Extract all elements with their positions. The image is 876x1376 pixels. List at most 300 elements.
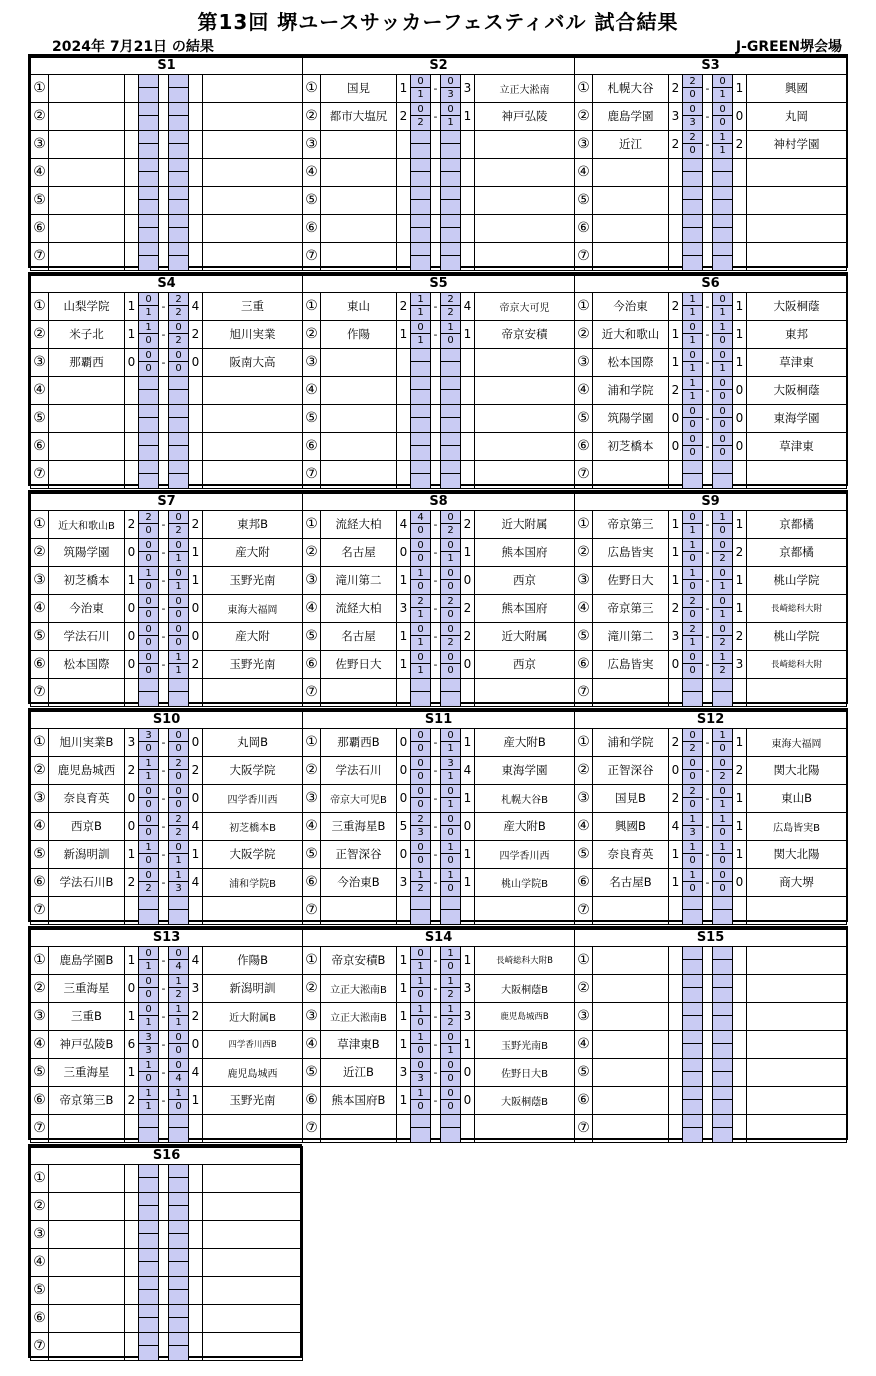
home-score: 3 (125, 728, 139, 756)
first-half-score (139, 461, 158, 475)
second-half-score (683, 1016, 702, 1030)
match-number: ③ (575, 348, 593, 376)
away-score: 2 (189, 756, 203, 784)
home-team (49, 376, 125, 404)
away-half-scores (441, 404, 461, 432)
home-team: 今治東 (49, 594, 125, 622)
score-separator: - (159, 538, 169, 566)
first-half-score (139, 405, 158, 419)
second-half-score: 1 (719, 89, 726, 100)
score-separator: - (159, 784, 169, 812)
home-score (125, 432, 139, 460)
home-team (593, 946, 669, 974)
home-team: 流経大柏 (321, 510, 397, 538)
first-half-score: 1 (683, 567, 702, 581)
section-title: S2 (303, 57, 575, 74)
home-half-scores (411, 460, 431, 488)
away-half-scores (713, 868, 733, 896)
first-half-score: 0 (683, 651, 702, 665)
second-half-score: 1 (417, 89, 424, 100)
second-half-score: 0 (417, 581, 424, 592)
second-half-score: 2 (447, 1017, 454, 1028)
second-half-score (139, 1290, 158, 1304)
first-half-score: 2 (683, 595, 702, 609)
second-half-score: 2 (719, 553, 726, 564)
match-number: ③ (31, 1002, 49, 1030)
away-half-scores (441, 242, 461, 270)
score-separator (159, 1220, 169, 1248)
second-half-score: 0 (719, 117, 726, 128)
home-half-scores (139, 1220, 159, 1248)
away-team (747, 460, 847, 488)
home-score (125, 242, 139, 270)
home-score: 1 (397, 566, 411, 594)
home-score: 0 (125, 784, 139, 812)
first-half-score: 0 (713, 103, 732, 117)
away-half-scores (169, 432, 189, 460)
away-score (189, 130, 203, 158)
score-separator: - (159, 946, 169, 974)
match-number: ④ (303, 158, 321, 186)
home-score: 1 (669, 348, 683, 376)
match-number: ① (303, 510, 321, 538)
away-score (461, 460, 475, 488)
away-team: 玉野光南B (475, 1030, 575, 1058)
score-separator: - (703, 510, 713, 538)
home-half-scores (411, 728, 431, 756)
match-number: ④ (303, 376, 321, 404)
away-team: 四学香川西 (475, 840, 575, 868)
score-separator: - (703, 320, 713, 348)
match-row (575, 186, 847, 214)
score-separator: - (703, 292, 713, 320)
away-score (461, 242, 475, 270)
score-separator: - (703, 348, 713, 376)
first-half-score: 0 (683, 103, 702, 117)
home-team: 初芝橋本 (49, 566, 125, 594)
score-separator (703, 1002, 713, 1030)
away-half-scores (169, 242, 189, 270)
home-team: 神戸弘陵B (49, 1030, 125, 1058)
first-half-score: 0 (139, 623, 158, 637)
match-number: ⑤ (575, 1058, 593, 1086)
home-score: 1 (669, 868, 683, 896)
match-row (303, 186, 575, 214)
second-half-score (169, 200, 188, 214)
match-number: ⑦ (575, 1114, 593, 1142)
match-number: ⑦ (31, 242, 49, 270)
away-team (203, 460, 303, 488)
away-half-scores (713, 242, 733, 270)
first-half-score (139, 131, 158, 145)
away-score: 2 (461, 594, 475, 622)
home-half-scores (683, 102, 703, 130)
first-half-score: 0 (139, 1003, 158, 1017)
first-half-score: 3 (441, 757, 460, 771)
home-team (49, 1114, 125, 1142)
match-row (303, 896, 575, 924)
match-number: ⑤ (303, 186, 321, 214)
home-team: 草津東B (321, 1030, 397, 1058)
second-half-score (411, 446, 430, 460)
match-number: ① (575, 728, 593, 756)
score-separator: - (159, 292, 169, 320)
home-half-scores (683, 594, 703, 622)
score-separator: - (703, 784, 713, 812)
away-score (189, 1276, 203, 1304)
home-team: 名古屋B (593, 868, 669, 896)
second-half-score (169, 88, 188, 102)
home-team: 学法石川 (321, 756, 397, 784)
second-half-score: 0 (145, 855, 152, 866)
first-half-score (169, 433, 188, 447)
away-team (203, 432, 303, 460)
first-half-score: 0 (683, 511, 702, 525)
away-score (461, 158, 475, 186)
away-half-scores (713, 566, 733, 594)
second-half-score: 0 (145, 989, 152, 1000)
first-half-score: 1 (713, 729, 732, 743)
match-number: ⑥ (575, 650, 593, 678)
second-half-score: 0 (719, 419, 726, 430)
first-half-score: 0 (169, 1059, 188, 1073)
score-separator (431, 186, 441, 214)
first-half-score (683, 1003, 702, 1017)
match-row (303, 1002, 575, 1030)
first-half-score: 1 (683, 377, 702, 391)
score-separator (703, 1086, 713, 1114)
first-half-score: 0 (441, 511, 460, 525)
first-half-score (683, 947, 702, 961)
home-half-scores (411, 946, 431, 974)
match-row (575, 376, 847, 404)
away-team: 産大附B (475, 812, 575, 840)
match-row (575, 1114, 847, 1142)
match-number: ④ (303, 1030, 321, 1058)
away-half-scores (441, 566, 461, 594)
score-separator (703, 460, 713, 488)
section-title: S10 (31, 711, 303, 728)
match-row (31, 840, 303, 868)
score-separator (159, 432, 169, 460)
home-score: 0 (669, 404, 683, 432)
away-team: 西京 (475, 566, 575, 594)
away-team: 大阪桐蔭B (475, 974, 575, 1002)
away-team (475, 404, 575, 432)
away-score: 1 (461, 320, 475, 348)
home-score (669, 946, 683, 974)
away-score: 0 (189, 784, 203, 812)
home-half-scores (683, 868, 703, 896)
match-row (303, 594, 575, 622)
second-half-score (683, 1072, 702, 1086)
home-team: 立正大淞南B (321, 974, 397, 1002)
home-team (49, 1304, 125, 1332)
home-score (669, 896, 683, 924)
second-half-score (139, 1262, 158, 1276)
match-row (31, 348, 303, 376)
away-team: 草津東 (747, 432, 847, 460)
away-team: 熊本国府 (475, 538, 575, 566)
match-number: ⑦ (575, 896, 593, 924)
match-number: ⑥ (31, 1304, 49, 1332)
home-team (49, 214, 125, 242)
away-team: 西京 (475, 650, 575, 678)
away-team: 東海学園 (475, 756, 575, 784)
home-team: 広島皆実 (593, 650, 669, 678)
away-team: 熊本国府 (475, 594, 575, 622)
second-half-score: 0 (175, 771, 182, 782)
away-team: 大阪桐蔭B (475, 1086, 575, 1114)
first-half-score (683, 215, 702, 229)
away-half-scores (169, 292, 189, 320)
first-half-score (683, 461, 702, 475)
home-team (49, 1164, 125, 1192)
second-half-score: 1 (719, 145, 726, 156)
home-team: 帝京第三B (49, 1086, 125, 1114)
away-half-scores (169, 130, 189, 158)
home-team (593, 1058, 669, 1086)
match-row (303, 538, 575, 566)
second-half-score: 2 (447, 989, 454, 1000)
match-row (575, 650, 847, 678)
score-separator: - (431, 1030, 441, 1058)
second-half-score: 0 (447, 961, 454, 972)
home-team: 国見B (593, 784, 669, 812)
second-half-score: 1 (175, 1017, 182, 1028)
home-team: 浦和学院 (593, 376, 669, 404)
second-half-score: 0 (417, 855, 424, 866)
home-score: 2 (669, 130, 683, 158)
second-half-score (411, 228, 430, 242)
first-half-score: 0 (441, 623, 460, 637)
first-half-score (713, 679, 732, 693)
first-half-score: 1 (411, 869, 430, 883)
second-half-score (441, 362, 460, 376)
away-score (189, 1164, 203, 1192)
home-half-scores (683, 538, 703, 566)
first-half-score: 1 (713, 651, 732, 665)
match-number: ① (575, 74, 593, 102)
match-row (575, 158, 847, 186)
first-half-score: 0 (441, 75, 460, 89)
first-half-score: 0 (169, 623, 188, 637)
section-title: S13 (31, 929, 303, 946)
away-score (733, 974, 747, 1002)
second-half-score (169, 1178, 188, 1192)
first-half-score: 0 (683, 433, 702, 447)
first-half-score (411, 131, 430, 145)
away-half-scores (713, 784, 733, 812)
home-score (125, 678, 139, 706)
match-number: ② (303, 974, 321, 1002)
home-score (125, 186, 139, 214)
second-half-score: 2 (719, 637, 726, 648)
second-half-score: 1 (719, 609, 726, 620)
away-team: 浦和学院B (203, 868, 303, 896)
section-block-s15 (574, 928, 846, 1143)
match-row (303, 974, 575, 1002)
home-half-scores (683, 1114, 703, 1142)
match-number: ⑥ (31, 1086, 49, 1114)
first-half-score: 0 (411, 103, 430, 117)
home-half-scores (411, 1114, 431, 1142)
second-half-score: 2 (447, 307, 454, 318)
second-half-score: 0 (175, 799, 182, 810)
first-half-score (139, 897, 158, 911)
score-separator (159, 74, 169, 102)
match-row (303, 1058, 575, 1086)
second-half-score (713, 228, 732, 242)
first-half-score (169, 131, 188, 145)
away-team: 阪南大高 (203, 348, 303, 376)
second-half-score: 0 (145, 743, 152, 754)
away-score: 2 (461, 510, 475, 538)
match-row (575, 432, 847, 460)
home-half-scores (411, 756, 431, 784)
away-half-scores (713, 74, 733, 102)
away-score (461, 404, 475, 432)
first-half-score: 1 (411, 1003, 430, 1017)
home-half-scores (411, 650, 431, 678)
away-team: 桃山学院B (475, 868, 575, 896)
match-number: ① (31, 74, 49, 102)
away-half-scores (169, 784, 189, 812)
first-half-score (139, 433, 158, 447)
away-half-scores (169, 102, 189, 130)
match-number: ⑦ (303, 678, 321, 706)
second-half-score (411, 172, 430, 186)
first-half-score: 0 (713, 595, 732, 609)
home-team (49, 1220, 125, 1248)
second-half-score: 1 (719, 363, 726, 374)
home-half-scores (139, 348, 159, 376)
second-half-score: 1 (689, 363, 696, 374)
second-half-score: 1 (175, 553, 182, 564)
first-half-score: 0 (713, 567, 732, 581)
first-half-score (411, 1115, 430, 1129)
away-half-scores (713, 102, 733, 130)
home-score (125, 460, 139, 488)
home-team: 旭川実業B (49, 728, 125, 756)
home-score (397, 678, 411, 706)
match-row (31, 1058, 303, 1086)
away-team: 近大附属B (203, 1002, 303, 1030)
score-separator: - (159, 728, 169, 756)
away-half-scores (169, 678, 189, 706)
score-separator (159, 1276, 169, 1304)
score-separator: - (431, 812, 441, 840)
match-number: ⑥ (303, 650, 321, 678)
first-half-score: 1 (411, 1087, 430, 1101)
second-half-score (441, 474, 460, 488)
first-half-score (441, 243, 460, 257)
away-half-scores (169, 1002, 189, 1030)
score-separator: - (159, 320, 169, 348)
first-half-score (139, 1333, 158, 1347)
second-half-score (683, 474, 702, 488)
section-title: S3 (575, 57, 847, 74)
away-score: 1 (733, 594, 747, 622)
section-block-s14 (302, 928, 574, 1143)
section-block-s11 (302, 710, 574, 925)
home-score (397, 1114, 411, 1142)
match-row (575, 74, 847, 102)
away-half-scores (169, 1304, 189, 1332)
home-team (321, 214, 397, 242)
away-team: 鹿児島城西 (203, 1058, 303, 1086)
venue-name: J-GREEN堺会場 (735, 39, 842, 55)
away-half-scores (713, 510, 733, 538)
first-half-score (713, 897, 732, 911)
away-half-scores (713, 974, 733, 1002)
second-half-score: 0 (145, 827, 152, 838)
home-score: 3 (669, 622, 683, 650)
home-team (593, 1002, 669, 1030)
match-row (303, 784, 575, 812)
home-team: 三重海星 (49, 1058, 125, 1086)
away-score: 2 (189, 510, 203, 538)
match-row (575, 460, 847, 488)
match-number: ⑤ (575, 404, 593, 432)
match-number: ④ (303, 812, 321, 840)
second-half-score: 1 (145, 1017, 152, 1028)
match-row (303, 158, 575, 186)
home-team: 立正大淞南B (321, 1002, 397, 1030)
away-half-scores (713, 1114, 733, 1142)
match-row (31, 404, 303, 432)
first-half-score: 2 (683, 623, 702, 637)
away-team (747, 678, 847, 706)
away-score (461, 1114, 475, 1142)
home-half-scores (139, 756, 159, 784)
second-half-score: 0 (145, 609, 152, 620)
away-score (733, 460, 747, 488)
second-half-score (713, 1072, 732, 1086)
second-half-score (713, 256, 732, 270)
score-separator (159, 1304, 169, 1332)
first-half-score: 0 (713, 293, 732, 307)
second-half-score (169, 116, 188, 130)
first-half-score (441, 215, 460, 229)
away-half-scores (441, 756, 461, 784)
home-score: 1 (669, 510, 683, 538)
second-half-score (713, 1128, 732, 1142)
score-separator: - (431, 946, 441, 974)
home-score (669, 158, 683, 186)
away-half-scores (169, 1030, 189, 1058)
second-half-score: 0 (719, 827, 726, 838)
away-score: 3 (733, 650, 747, 678)
match-row (575, 242, 847, 270)
home-score (125, 1164, 139, 1192)
away-team: 東邦 (747, 320, 847, 348)
first-half-score (139, 103, 158, 117)
away-team: 作陽B (203, 946, 303, 974)
home-score: 3 (397, 868, 411, 896)
home-team: 作陽 (321, 320, 397, 348)
home-half-scores (411, 214, 431, 242)
match-number: ② (303, 320, 321, 348)
home-half-scores (139, 186, 159, 214)
away-half-scores (713, 186, 733, 214)
away-half-scores (169, 1248, 189, 1276)
home-team: 都市大塩尻 (321, 102, 397, 130)
away-team: 帝京安積 (475, 320, 575, 348)
first-half-score (169, 243, 188, 257)
score-separator: - (431, 102, 441, 130)
first-half-score (139, 187, 158, 201)
